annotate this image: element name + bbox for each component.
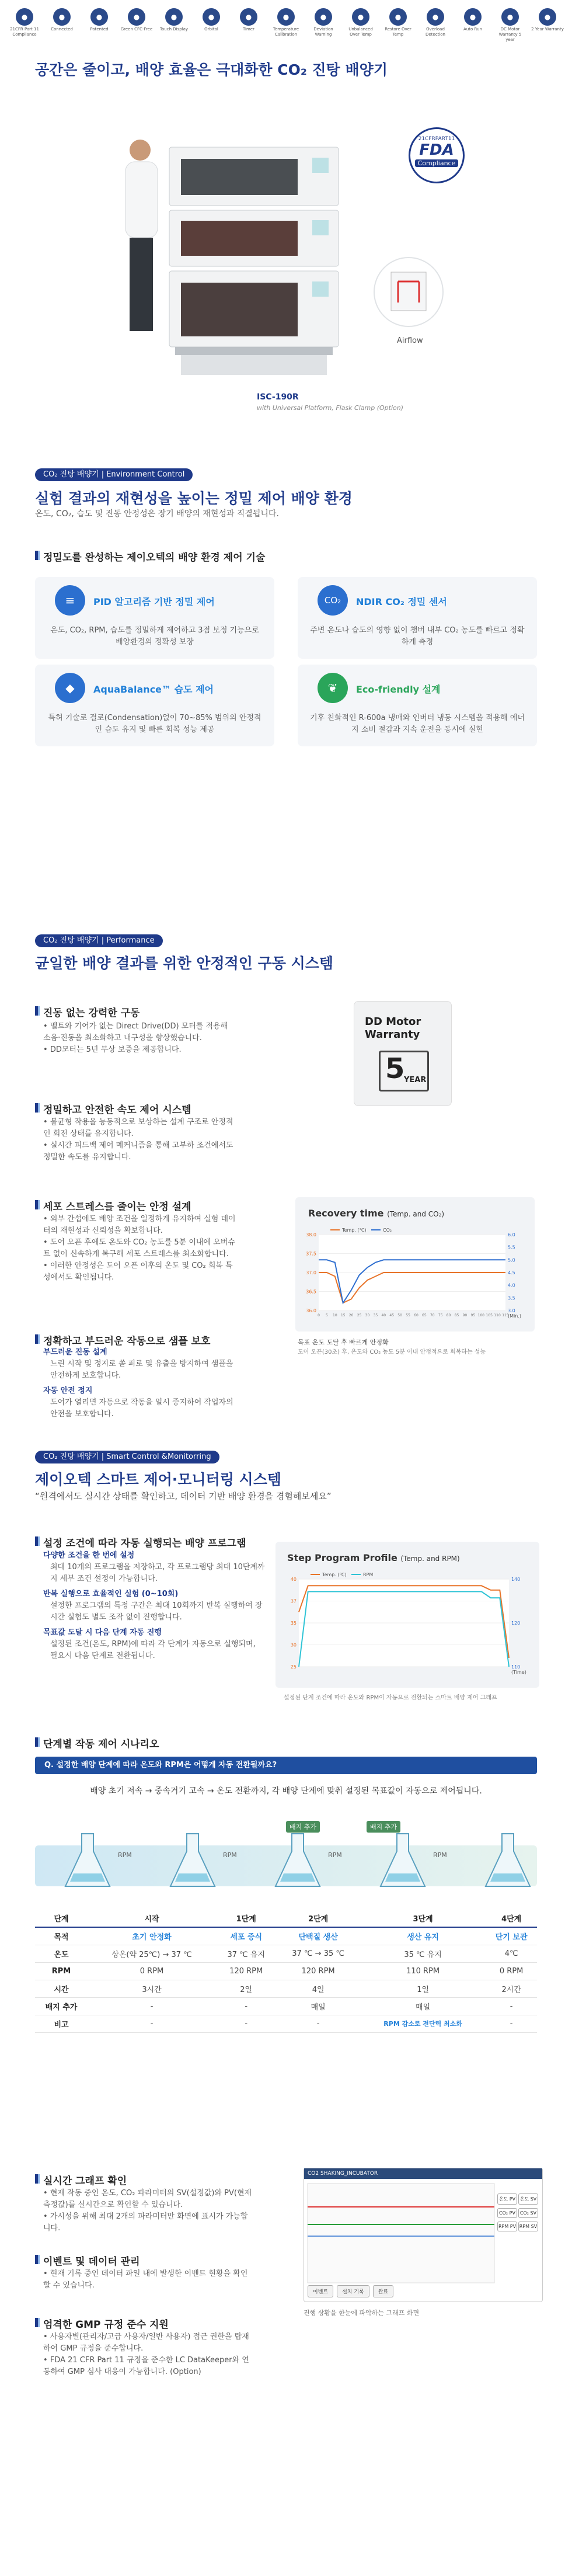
- co2-icon: CO₂: [318, 585, 348, 616]
- y-right-tick: 4.0: [508, 1282, 515, 1288]
- x-tick: 45: [389, 1313, 395, 1317]
- droplet-icon: ◆: [55, 673, 85, 703]
- y-left-tick: 37: [290, 1598, 297, 1604]
- warning-icon: ●: [315, 8, 332, 26]
- x-tick: 85: [454, 1313, 459, 1317]
- table-cell: -: [276, 2015, 360, 2032]
- x-tick: 65: [422, 1313, 427, 1317]
- flask-icon: [268, 1828, 327, 1898]
- perf-s4-title: 정확하고 부드러운 작동으로 샘플 보호: [35, 1333, 210, 1347]
- env-desc: 온도, CO₂, 습도 및 진동 안정성은 장기 배양의 재현성과 직결됩니다.: [35, 509, 279, 519]
- screen-pill-button[interactable]: RPM SV: [518, 2222, 538, 2231]
- x-axis-label: (Time): [511, 1670, 526, 1675]
- cert-label: Restore Over Temp: [385, 27, 411, 37]
- flask-icon: [58, 1828, 117, 1898]
- x-tick: 5: [325, 1313, 328, 1317]
- slider-icon: ≡: [55, 585, 85, 616]
- legend-label: Temp. (℃): [322, 1572, 347, 1577]
- table-cell: 120 RPM: [216, 1962, 276, 1980]
- autorun-icon: ●: [464, 8, 482, 26]
- kpi-desc: 설정된 조건(온도, RPM)에 따라 각 단계가 자동으로 실행되며, 필요시 다음 단계로 전환됩니다.: [50, 1640, 256, 1660]
- rpm-label: RPM: [433, 1851, 447, 1859]
- x-tick: 0: [318, 1313, 320, 1317]
- env-badge: CO₂ 진탕 배양기 | Environment Control: [35, 468, 193, 481]
- cert-icon-strip: [8, 8, 564, 41]
- env-subtitle: 정밀도를 완성하는 제이오텍의 배양 환경 제어 기술: [35, 549, 265, 564]
- smart-s2-title: 실시간 그래프 확인: [35, 2172, 127, 2187]
- table-row: [35, 1980, 537, 1997]
- y-right-tick: 6.0: [508, 1232, 515, 1237]
- kpi-label: 목표값 도달 시 다음 단계 자동 진행: [43, 1628, 162, 1637]
- warranty-num: 5: [385, 1052, 405, 1085]
- cert-label: 21CFR Part 11 Compliance: [10, 27, 39, 37]
- hero-title: 공간은 줄이고, 배양 효율은 극대화한 CO₂ 진탕 배양기: [35, 61, 388, 78]
- screen-button[interactable]: 완료: [373, 2285, 393, 2297]
- perf-s3-title: 세포 스트레스를 줄이는 안정 설계: [35, 1198, 191, 1213]
- rpm-label: RPM: [328, 1851, 342, 1859]
- perf-s3-list: [43, 1214, 236, 1284]
- screen-pill-button[interactable]: CO₂ SV: [518, 2208, 538, 2218]
- fda-seal-logo: FDA: [419, 141, 454, 159]
- cert-item: [8, 8, 41, 37]
- x-tick: 55: [406, 1313, 410, 1317]
- airflow-icon: [375, 258, 442, 326]
- smart-s4-list: [43, 2331, 253, 2378]
- table-cell: 2일: [216, 1980, 276, 1997]
- warranty-badge: [354, 1001, 452, 1106]
- table-cell: 매일: [276, 1997, 360, 2015]
- card-desc: 온도, CO₂, RPM, 습도를 정밀하게 제어하고 3점 보정 기능으로 배양환경의 정확성 보장: [50, 626, 259, 646]
- step-table: [35, 1910, 537, 2033]
- screen-title: CO2 SHAKING_INCUBATOR: [304, 2168, 542, 2179]
- cert-item: [46, 8, 78, 37]
- fda-seal-bottom: Compliance: [415, 159, 458, 167]
- flask-icon: [479, 1828, 537, 1898]
- flask-icon: [163, 1828, 222, 1898]
- card-desc: 기후 친화적인 R-600a 냉매와 인버터 냉동 시스템을 적용해 에너지 소비 절감과 지속 운전을 동시에 실현: [310, 714, 525, 734]
- wifi-icon: ●: [53, 8, 71, 26]
- table-cell: 생산 유지: [360, 1927, 486, 1945]
- y-left-tick: 36.5: [306, 1289, 316, 1295]
- smart-s3-list: [43, 2268, 253, 2292]
- kpi-label: 다양한 조건을 한 번에 설정: [43, 1551, 135, 1560]
- list-item: • 벨트와 기어가 없는 Direct Drive(DD) 모터를 적용해 소음·진동을 최소화하고 내구성을 향상했습니다.: [43, 1021, 236, 1044]
- x-tick: 10: [333, 1313, 337, 1317]
- kpi-desc: 설정한 프로그램의 특정 구간은 최대 10회까지 반복 실행하여 장시간 실험도 별도 조작 없이 진행합니다.: [50, 1601, 263, 1622]
- feature-card-eco: [298, 665, 537, 746]
- touch-icon: ●: [165, 8, 183, 26]
- cert-item: [344, 8, 377, 37]
- legend-label: Temp. (℃): [342, 1228, 367, 1233]
- cert-label: DC Motor Warranty 5 year: [498, 27, 522, 42]
- table-cell: 3시간: [88, 1980, 216, 1997]
- kpi-label: 반복 실행으로 효율적인 실험 (0~10회): [43, 1590, 179, 1598]
- table-cell: 35 ℃ 유지: [360, 1945, 486, 1962]
- x-tick: 90: [462, 1313, 468, 1317]
- x-tick: 80: [446, 1313, 451, 1317]
- model-name: ISC-190R: [257, 392, 299, 402]
- smart-s3-title: 이벤트 및 데이터 관리: [35, 2253, 140, 2268]
- balance-icon: ●: [352, 8, 369, 26]
- perf-s2-list: [43, 1117, 236, 1163]
- chart-title-small: (Temp. and CO₂): [387, 1210, 445, 1218]
- smart-s1-title: 설정 조건에 따라 자동 실행되는 배양 프로그램: [35, 1535, 246, 1549]
- answer-text: 배양 초기 저속 → 중속거기 고속 → 온도 전환까지, 각 배양 단계에 맞춰 설정된 목표값이 자동으로 제어됩니다.: [90, 1786, 482, 1796]
- table-cell: RPM: [35, 1962, 88, 1980]
- incubator-image: [117, 95, 374, 410]
- warranty-icon: ●: [501, 8, 519, 26]
- cert-label: Connected: [51, 27, 73, 32]
- table-cell: -: [88, 1997, 216, 2015]
- screen-pill-button[interactable]: CO₂ PV: [497, 2208, 517, 2218]
- question-bar: Q. 설정한 배양 단계에 따라 온도와 RPM은 어떻게 자동 전환될까요?: [35, 1757, 537, 1774]
- y-right-tick: 110: [511, 1664, 521, 1670]
- table-cell: -: [486, 1997, 537, 2015]
- warranty-year: YEAR: [404, 1076, 427, 1084]
- list-item: • 가시성을 위해 최대 2개의 파라미터만 화면에 표시가 가능합니다.: [43, 2211, 253, 2234]
- cert-label: Patented: [90, 27, 109, 32]
- smart-s4-title: 엄격한 GMP 규정 준수 지원: [35, 2316, 169, 2331]
- y-right-tick: 3.5: [508, 1295, 515, 1301]
- y-right-tick: 5.5: [508, 1244, 515, 1250]
- y-left-tick: 38.0: [306, 1232, 316, 1237]
- list-item: • FDA 21 CFR Part 11 규정을 준수한 LC DataKeeper와 연동하여 GMP 심사 대응이 가능합니다. (Option): [43, 2355, 253, 2378]
- table-cell: 4일: [276, 1980, 360, 1997]
- x-tick: 95: [470, 1313, 476, 1317]
- smart-desc: “원격에서도 실시간 상태를 확인하고, 데이터 기반 배양 환경을 경험해보세요”: [35, 1491, 332, 1501]
- timer-icon: ●: [240, 8, 257, 26]
- kpi-desc: 최대 10개의 프로그램을 저장하고, 각 프로그램당 최대 10단계까지 세부 조건 설정이 가능합니다.: [50, 1563, 265, 1583]
- list-item: • 불균형 작용을 능동적으로 보상하는 설계 구조로 안정적인 회전 상태를 유지합니다.: [43, 1117, 236, 1140]
- smart-badge: CO₂ 진탕 배양기 | Smart Control &Monitorring: [35, 1451, 219, 1463]
- cert-label: Overload Detection: [425, 27, 445, 37]
- list-item: • 실시간 피드백 제어 메커니즘을 통해 고부하 조건에서도 정밀한 속도를 유지합니다.: [43, 1140, 236, 1163]
- perf-s4-body: [43, 1347, 236, 1420]
- card-desc: 주변 온도나 습도의 영향 없이 챔버 내부 CO₂ 농도를 빠르고 정확하게 측정: [310, 626, 525, 646]
- cert-item: [120, 8, 153, 37]
- x-tick: 25: [357, 1313, 362, 1317]
- fda-compliance-seal: [409, 127, 465, 183]
- table-cell: 시간: [35, 1980, 88, 1997]
- table-header-cell: 시작: [88, 1910, 216, 1927]
- list-item: • 외부 간섭에도 배양 조건을 일정하게 유지하여 실험 데이터의 재현성과 신뢰성을 확보합니다.: [43, 1214, 236, 1237]
- table-cell: -: [216, 1997, 276, 2015]
- x-tick: 105: [486, 1313, 493, 1317]
- screen-graph: [308, 2184, 494, 2283]
- cert-item: [195, 8, 228, 37]
- y-right-tick: 5.0: [508, 1257, 515, 1263]
- cert-item: [494, 8, 526, 42]
- warranty-line1: DD Motor: [365, 1016, 421, 1028]
- chart-title-main: Recovery time: [308, 1208, 384, 1219]
- feature-card-ndir: [298, 577, 537, 659]
- rpm-label: RPM: [118, 1851, 132, 1859]
- x-tick: 100: [477, 1313, 484, 1317]
- recovery-chart: [295, 1223, 535, 1334]
- cert-label: Deviation Warning: [313, 27, 333, 37]
- y-right-tick: 4.5: [508, 1270, 515, 1275]
- table-cell: 세포 증식: [216, 1927, 276, 1945]
- y-right-tick: 140: [511, 1577, 521, 1582]
- table-cell: -: [486, 2015, 537, 2032]
- table-cell: 2시간: [486, 1980, 537, 1997]
- chart-title-small: (Temp. and RPM): [400, 1555, 460, 1563]
- y-left-tick: 40: [290, 1577, 297, 1582]
- screen-button[interactable]: 이벤트: [308, 2285, 333, 2297]
- table-row: [35, 1927, 537, 1945]
- kpi-label: 자동 안전 정지: [43, 1386, 93, 1395]
- smart-title: 제이오텍 스마트 제어·모니터링 시스템: [35, 1471, 282, 1488]
- smart-s1-body: [43, 1550, 265, 1662]
- chart-caption-1: 목표 온도 도달 후 빠르게 안정화: [298, 1339, 389, 1346]
- table-cell: 비고: [35, 2015, 88, 2032]
- table-cell: 상온(약 25℃) → 37 ℃: [88, 1945, 216, 1962]
- list-item: • 도어 오픈 후에도 온도와 CO₂ 농도를 5분 이내에 오버슈트 없이 신속하게 복구해 세포 스트레스를 최소화합니다.: [43, 1237, 236, 1260]
- mid-label: 배지 추가: [367, 1821, 400, 1833]
- cert-label: Unbalanced Over Temp: [348, 27, 373, 37]
- table-header-cell: 1단계: [216, 1910, 276, 1927]
- table-row: [35, 1945, 537, 1962]
- table-header-cell: 4단계: [486, 1910, 537, 1927]
- step-chart-panel: [275, 1542, 539, 1688]
- table-cell: 4℃: [486, 1945, 537, 1962]
- table-header-cell: 2단계: [276, 1910, 360, 1927]
- cert-item: [531, 8, 564, 37]
- list-item: • 현재 기록 중인 데이터 파일 내에 발생한 이벤트 현황을 확인할 수 있습니다.: [43, 2268, 253, 2292]
- list-item: • 사용자별(관리자/고급 사용자/일반 사용자) 접근 권한을 탑재하여 GMP 규정을 준수합니다.: [43, 2331, 253, 2355]
- airflow-box: [374, 257, 444, 327]
- table-header-row: [35, 1910, 537, 1927]
- y-left-tick: 25: [290, 1664, 297, 1670]
- cert-item: [270, 8, 302, 37]
- cert-item: [307, 8, 340, 37]
- cert-item: [83, 8, 116, 37]
- kpi-desc: 느린 시작 및 정지로 쏟 피로 및 유출을 방지하여 샘플을 안전하게 보호합니다.: [50, 1360, 233, 1380]
- smart-s2-list: [43, 2188, 253, 2234]
- table-cell: 단기 보관: [486, 1927, 537, 1945]
- list-item: • 현재 작동 중인 온도, CO₂ 파라미터의 SV(설정값)와 PV(현재측정값)를 실시간으로 확인할 수 있습니다.: [43, 2188, 253, 2211]
- table-header-cell: 단계: [35, 1910, 88, 1927]
- x-tick: 50: [397, 1313, 402, 1317]
- x-tick: 115: [502, 1313, 509, 1317]
- table-cell: 1일: [360, 1980, 486, 1997]
- chart-title: [308, 1208, 444, 1219]
- table-row: [35, 1962, 537, 1980]
- kpi-desc: 도어가 열리면 자동으로 작동을 일시 중지하여 작업자의 안전을 보호합니다.: [50, 1398, 233, 1419]
- y-right-tick: 120: [511, 1621, 521, 1626]
- scenario-title: 단계별 작동 제어 시나리오: [35, 1736, 159, 1750]
- model-note: with Universal Platform, Flask Clamp (Option): [257, 404, 404, 412]
- screen-pill-button[interactable]: 온도 SV: [518, 2193, 538, 2205]
- x-tick: 40: [381, 1313, 386, 1317]
- cert-label: Temperature Calibration: [273, 27, 299, 37]
- table-row: [35, 2015, 537, 2032]
- cert-label: Touch Display: [159, 27, 189, 32]
- overload-icon: ●: [427, 8, 444, 26]
- cert-item: [456, 8, 489, 37]
- table-cell: 0 RPM: [88, 1962, 216, 1980]
- warranty-line2: Warranty: [365, 1028, 420, 1041]
- thermometer-icon: ●: [277, 8, 295, 26]
- cert-label: Orbital: [204, 27, 218, 32]
- legend-label: RPM: [363, 1572, 374, 1577]
- x-tick: 60: [414, 1313, 418, 1317]
- y-left-tick: 36.0: [306, 1308, 316, 1313]
- x-tick: 70: [430, 1313, 435, 1317]
- chart-caption-3: 설정된 단계 조건에 따라 온도와 RPM이 자동으로 전환되는 스마트 배양 제어 그래프: [284, 1695, 497, 1701]
- card-title: NDIR CO₂ 정밀 센서: [356, 596, 447, 607]
- rpm-label: RPM: [223, 1851, 237, 1859]
- env-title: 실험 결과의 재현성을 높이는 정밀 제어 배양 환경: [35, 490, 353, 507]
- orbital-icon: ●: [203, 8, 220, 26]
- y-left-tick: 30: [290, 1642, 297, 1648]
- card-title: PID 알고리즘 기반 정밀 제어: [93, 596, 215, 607]
- chart-title-main: Step Program Profile: [287, 1552, 397, 1563]
- step-chart: [275, 1567, 539, 1684]
- perf-s2-title: 정밀하고 안전한 속도 제어 시스템: [35, 1101, 191, 1116]
- table-cell: -: [216, 2015, 276, 2032]
- table-cell: 배지 추가: [35, 1997, 88, 2015]
- cert-item: [382, 8, 414, 37]
- warranty2-icon: ●: [539, 8, 556, 26]
- x-tick: 20: [348, 1313, 354, 1317]
- table-cell: 120 RPM: [276, 1962, 360, 1980]
- perf-s1-list: [43, 1021, 236, 1056]
- cert-label: Green CFC-Free: [120, 27, 153, 32]
- restore-icon: ●: [389, 8, 407, 26]
- x-tick: 30: [365, 1313, 370, 1317]
- device-screen: [304, 2168, 543, 2302]
- x-tick: 35: [373, 1313, 378, 1317]
- table-cell: -: [88, 2015, 216, 2032]
- table-cell: 온도: [35, 1945, 88, 1962]
- y-left-tick: 35: [290, 1621, 297, 1626]
- table-row: [35, 1997, 537, 2015]
- cert-item: [158, 8, 190, 37]
- list-item: • 이러한 안정성은 도어 오픈 이후의 온도 및 CO₂ 회복 특성에서도 확인됩니다.: [43, 1260, 236, 1284]
- cert-item: [232, 8, 265, 37]
- kpi-label: 부드러운 진동 설계: [43, 1348, 107, 1357]
- table-cell: 37 ℃ → 35 ℃: [276, 1945, 360, 1962]
- perf-s1-title: 진동 없는 강력한 구동: [35, 1004, 140, 1019]
- screen-pill-button[interactable]: 온도 PV: [497, 2193, 517, 2205]
- fda-icon: ●: [16, 8, 33, 26]
- table-cell: 0 RPM: [486, 1962, 537, 1980]
- airflow-label: Airflow: [397, 336, 423, 345]
- mid-label: 배지 추가: [286, 1821, 320, 1833]
- perf-title: 균일한 배양 결과를 위한 안정적인 구동 시스템: [35, 955, 334, 972]
- cert-label: Auto Run: [463, 27, 482, 32]
- y-left-tick: 37.5: [306, 1251, 316, 1257]
- screen-caption: 진행 상황을 한눈에 파악하는 그래프 화면: [304, 2309, 420, 2317]
- list-item: • DD모터는 5년 무상 보증을 제공합니다.: [43, 1044, 236, 1056]
- feature-card-pid: [35, 577, 274, 659]
- eco-icon: ❦: [318, 673, 348, 703]
- flask-icon: [374, 1828, 432, 1898]
- feature-card-aqua: [35, 665, 274, 746]
- perf-badge: CO₂ 진탕 배양기 | Performance: [35, 934, 163, 947]
- x-tick: 75: [438, 1313, 443, 1317]
- flask-flow: [35, 1810, 537, 1904]
- card-desc: 특허 기술로 결로(Condensation)없이 70~85% 범위의 안정적인 습도 유지 및 빠른 회복 성능 제공: [48, 714, 261, 734]
- leaf-icon: ●: [128, 8, 145, 26]
- table-cell: 단백질 생산: [276, 1927, 360, 1945]
- table-header-cell: 3단계: [360, 1910, 486, 1927]
- y-left-tick: 37.0: [306, 1270, 316, 1275]
- cert-label: 2 Year Warranty: [531, 27, 564, 32]
- table-cell: 37 ℃ 유지: [216, 1945, 276, 1962]
- screen-pill-button[interactable]: RPM PV: [497, 2222, 517, 2231]
- chart-title: [287, 1552, 460, 1563]
- cert-label: Timer: [242, 27, 254, 32]
- card-title: Eco-friendly 설계: [356, 684, 441, 695]
- legend-label: CO₂: [383, 1228, 392, 1233]
- x-tick: 15: [340, 1313, 346, 1317]
- table-cell: 매일: [360, 1997, 486, 2015]
- patent-icon: ●: [90, 8, 108, 26]
- table-cell: 110 RPM: [360, 1962, 486, 1980]
- screen-button[interactable]: 설치 기록: [337, 2285, 369, 2297]
- chart-caption-2: 도어 오픈(30초) 후, 온도와 CO₂ 농도 5분 이내 안정적으로 회복하는 성능: [298, 1349, 486, 1355]
- fda-seal-top: 21CFRPART11: [418, 136, 455, 142]
- table-cell: RPM 감소로 전단력 최소화: [360, 2015, 486, 2032]
- cert-item: [419, 8, 452, 37]
- recovery-chart-panel: [295, 1197, 535, 1332]
- y-right-tick: 3.0: [508, 1308, 515, 1313]
- x-axis-label: (Min.): [508, 1313, 521, 1319]
- table-cell: 목적: [35, 1927, 88, 1945]
- x-tick: 110: [494, 1313, 501, 1317]
- table-cell: 초기 안정화: [88, 1927, 216, 1945]
- step-table-wrap: [35, 1910, 537, 2033]
- card-title: AquaBalance™ 습도 제어: [93, 684, 214, 695]
